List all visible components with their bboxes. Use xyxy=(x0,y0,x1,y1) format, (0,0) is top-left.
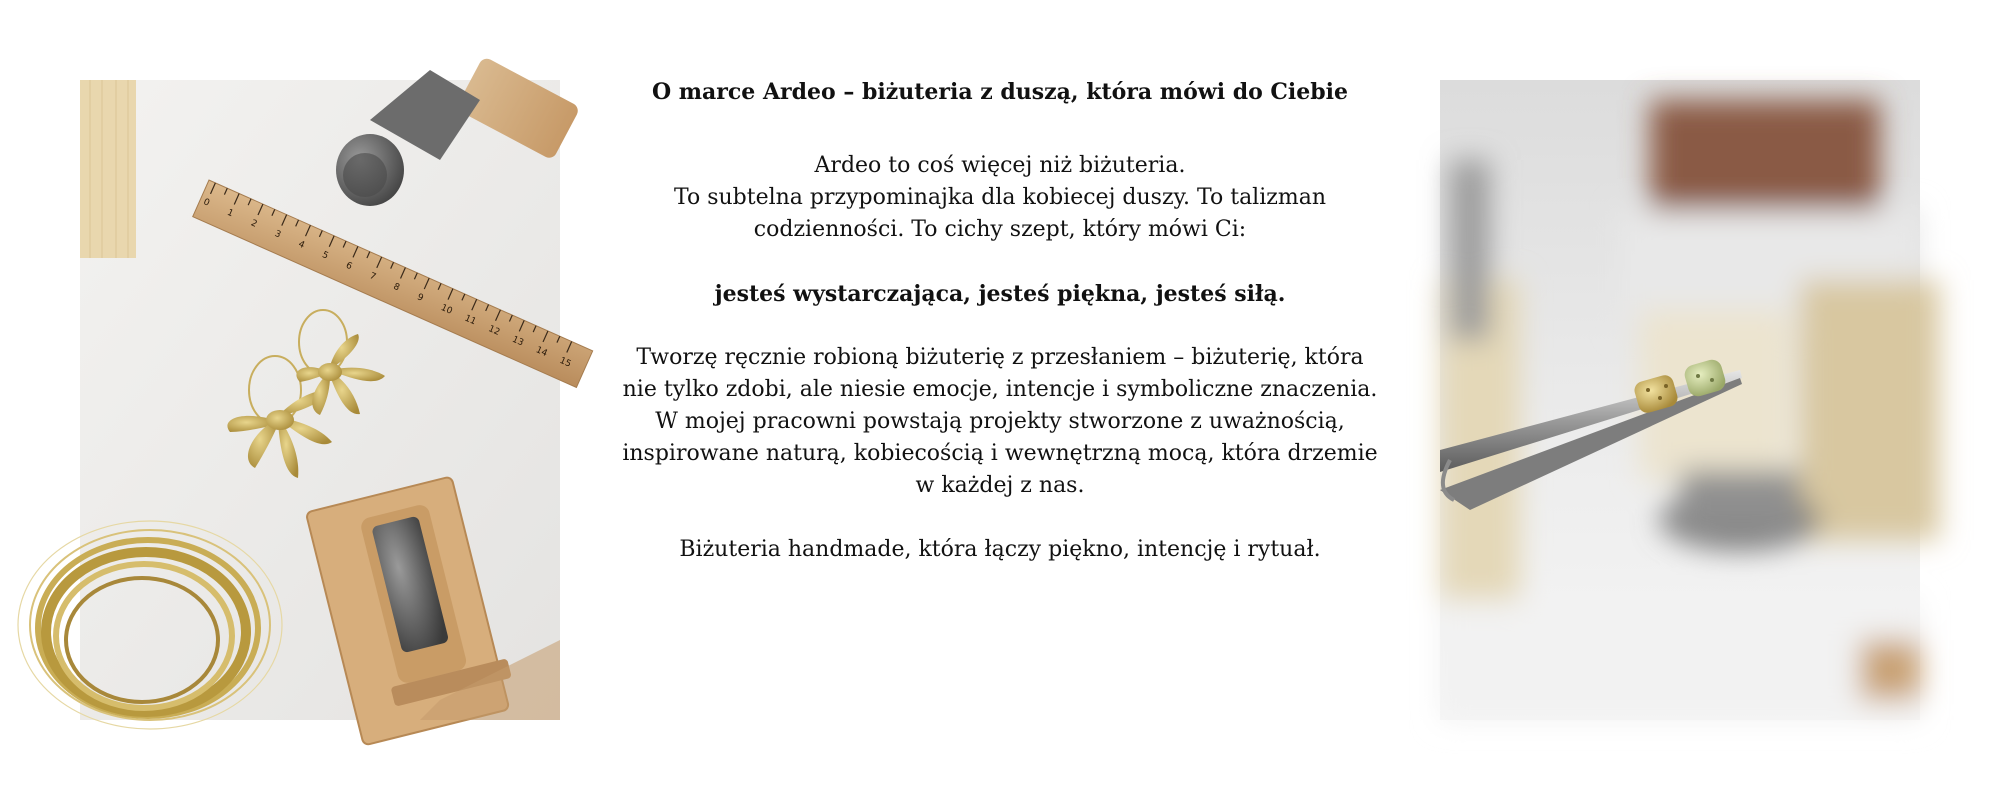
ruler-number: 0 xyxy=(201,197,211,209)
story-line: inspirowane naturą, kobiecością i wewnętrzną mocą, która drzemie xyxy=(622,441,1378,466)
workbench-illustration xyxy=(80,80,573,720)
ruler-number: 2 xyxy=(249,218,259,230)
ruler-number: 14 xyxy=(534,345,549,360)
story-line: W mojej pracowni powstają projekty stworzone z uważnością, xyxy=(655,409,1345,434)
story-paragraph xyxy=(620,342,1380,502)
ruler-number: 4 xyxy=(296,239,306,252)
ruler-number: 11 xyxy=(462,313,478,328)
story-line: w każdej z nas. xyxy=(915,473,1085,498)
intro-line: Ardeo to coś więcej niż biżuteria. xyxy=(814,153,1186,178)
tweezers-illustration xyxy=(1440,80,1920,720)
about-heading: O marce Ardeo – biżuteria z duszą, która mówi do Ciebie xyxy=(651,79,1349,105)
ruler-number: 7 xyxy=(367,271,378,283)
intro-paragraph xyxy=(620,150,1380,246)
ruler-number: 8 xyxy=(391,281,401,294)
workbench-photo xyxy=(80,80,573,720)
ruler-number: 6 xyxy=(344,260,354,273)
ruler-number: 15 xyxy=(557,355,573,370)
ruler-number: 1 xyxy=(225,207,235,220)
intro-line: codzienności. To cichy szept, który mówi Ci: xyxy=(753,217,1247,242)
ruler-number: 12 xyxy=(486,324,502,338)
ruler-number: 9 xyxy=(415,292,425,304)
ruler-number: 5 xyxy=(320,250,330,262)
story-line: nie tylko zdobi, ale niesie emocje, intencje i symboliczne znaczenia. xyxy=(622,377,1378,402)
story-line: Tworzę ręcznie robioną biżuterię z przesłaniem – biżuterię, która xyxy=(636,345,1364,370)
tweezers-photo xyxy=(1440,80,1920,720)
closing-text: Biżuteria handmade, która łączy piękno, intencję i rytuał. xyxy=(679,537,1321,562)
ruler-number: 10 xyxy=(439,302,454,317)
affirmation-text: jesteś wystarczająca, jesteś piękna, jesteś siłą. xyxy=(714,281,1286,307)
ruler-number: 13 xyxy=(510,334,525,349)
about-text xyxy=(620,76,1380,598)
intro-line: To subtelna przypominajka dla kobiecej duszy. To talizman xyxy=(673,185,1326,210)
ruler-number: 3 xyxy=(272,228,283,241)
